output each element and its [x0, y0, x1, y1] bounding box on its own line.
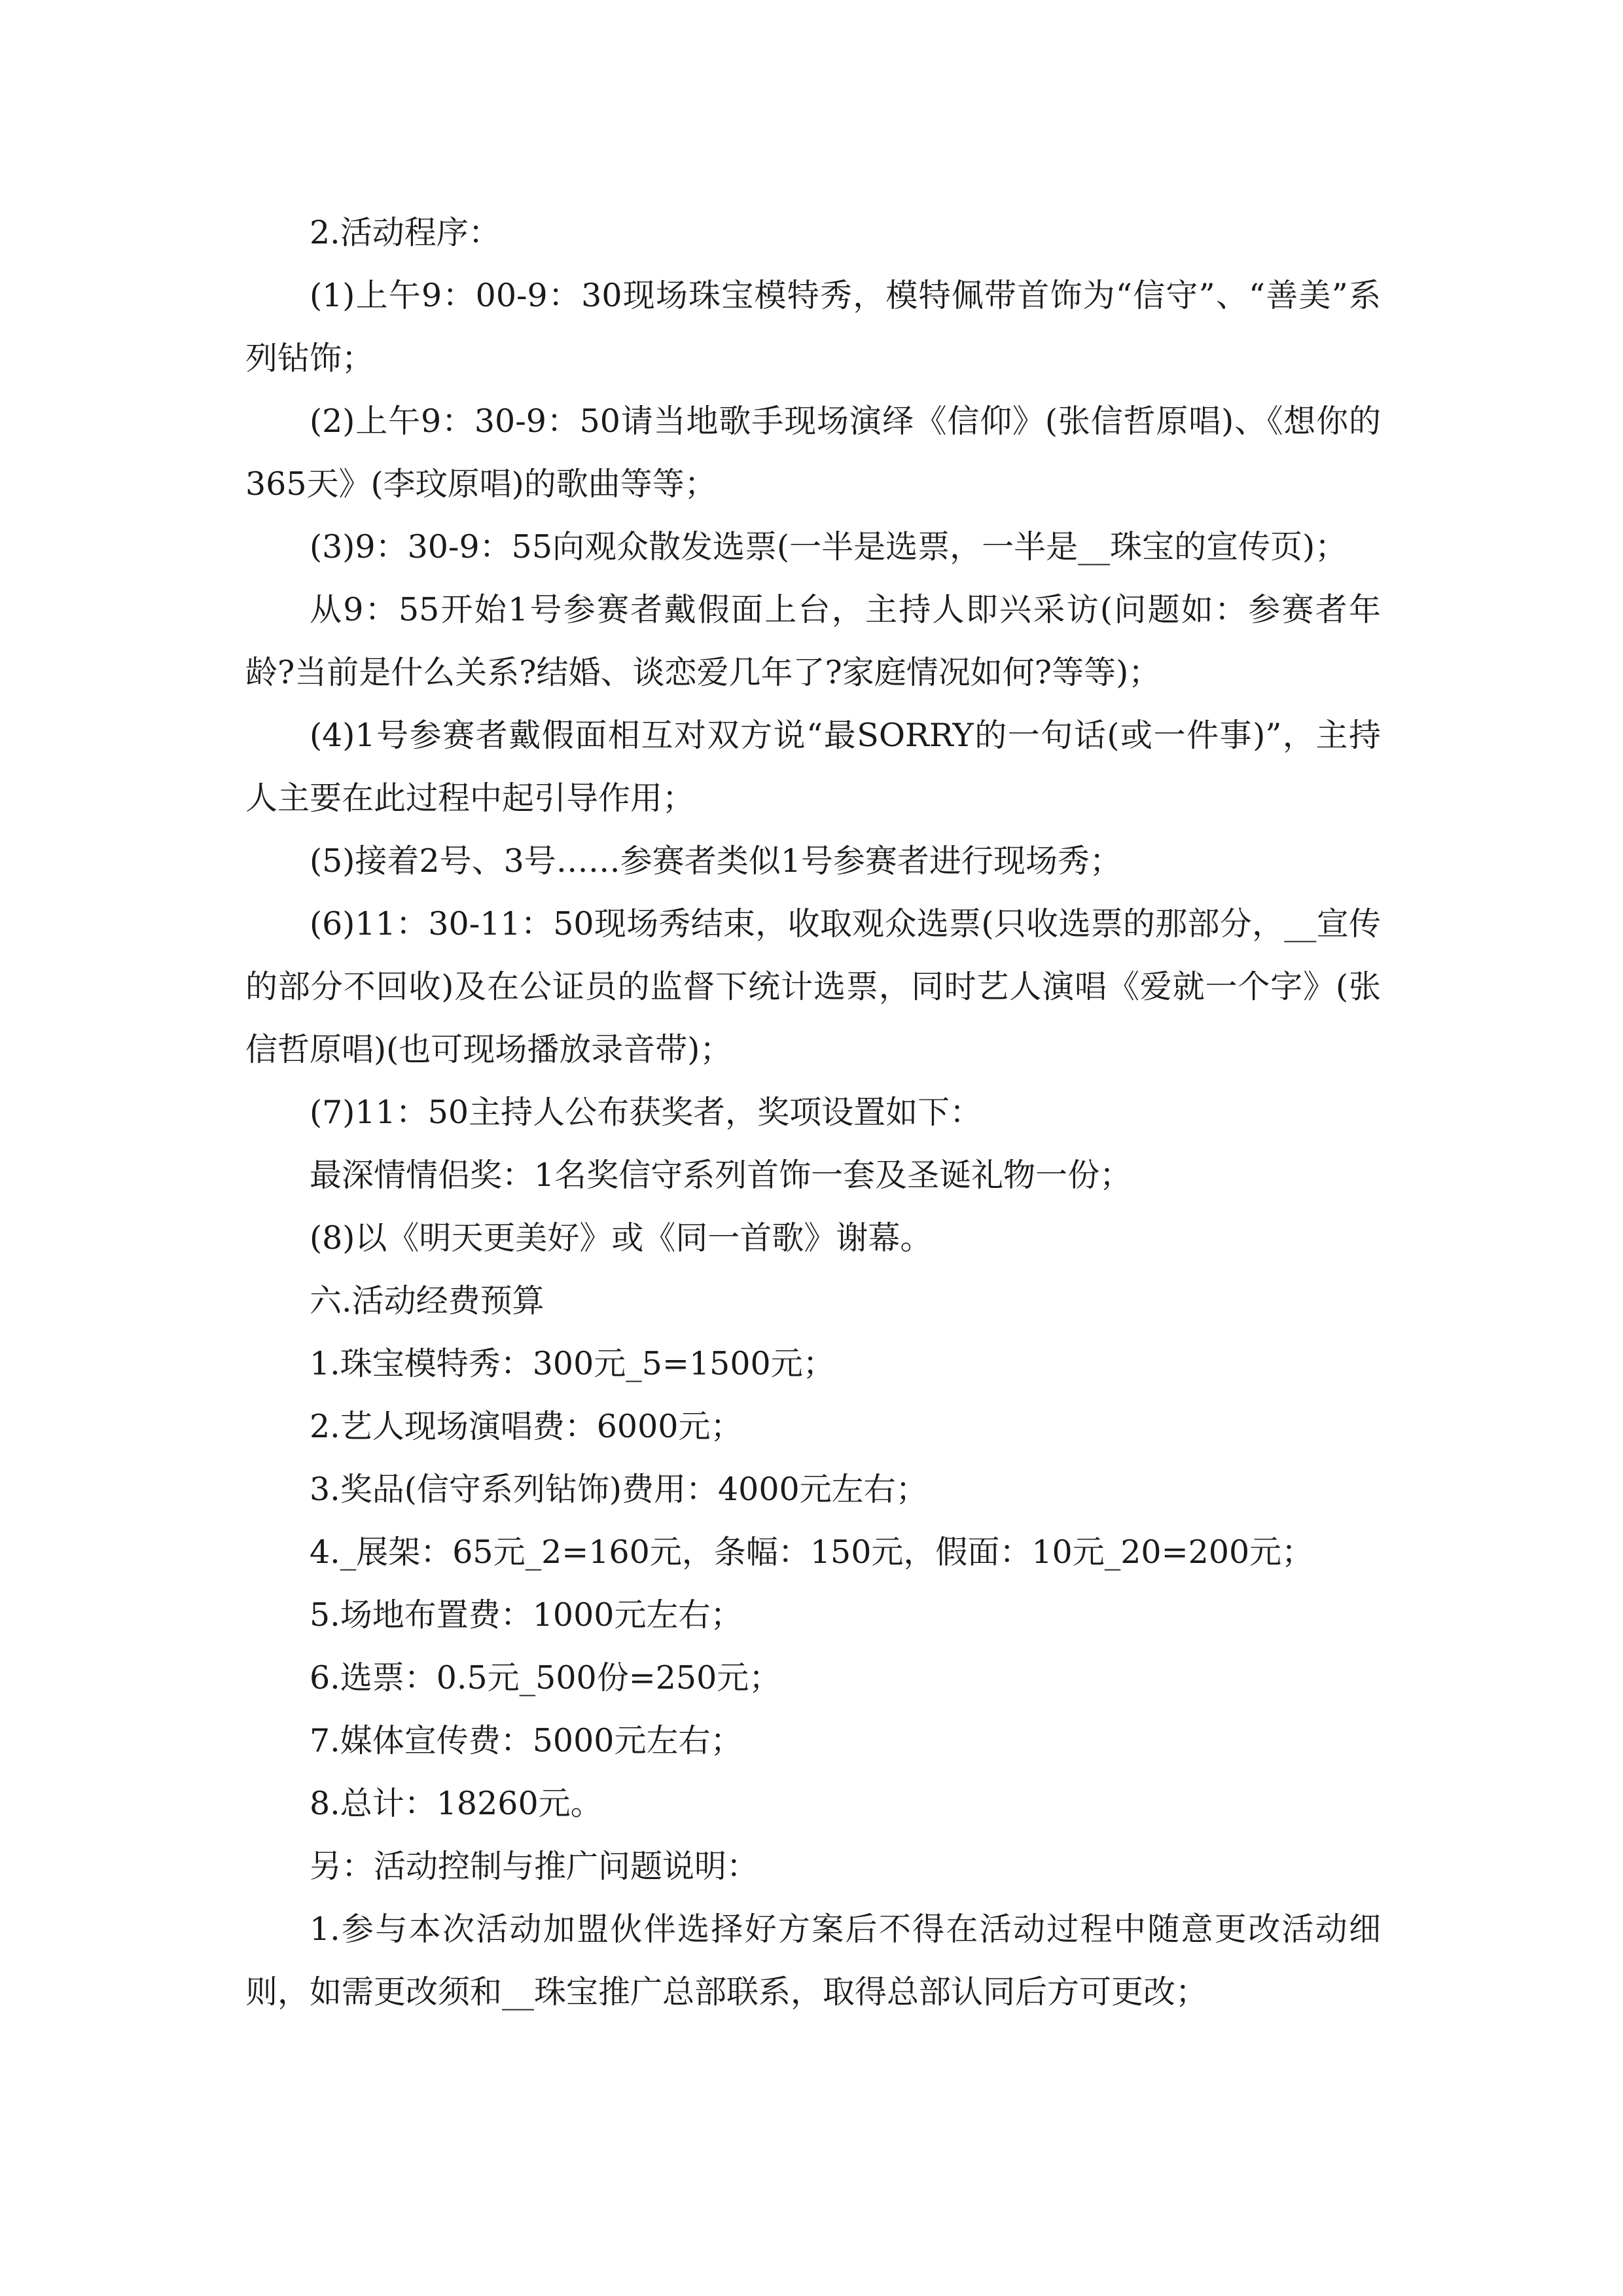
budget-item-5: 5.场地布置费：1000元左右； — [310, 1596, 743, 1634]
procedure-step-4: (4)1号参赛者戴假面相互对双方说“最SORRY的一句话(或一件事)”，主持人主要在此过程中起引导作用； — [245, 717, 1381, 817]
procedure-interview: 从9：55开始1号参赛者戴假面上台，主持人即兴采访(问题如：参赛者年龄?当前是什么关系?结婚、谈恋爱几年了?家庭情况如何?等等)； — [245, 591, 1381, 691]
budget-item-2: 2.艺人现场演唱费：6000元； — [310, 1408, 743, 1445]
section-heading-control-notes: 另：活动控制与推广问题说明： — [310, 1848, 759, 1885]
procedure-step-7: (7)11：50主持人公布获奖者，奖项设置如下： — [310, 1094, 982, 1131]
budget-item-7: 7.媒体宣传费：5000元左右； — [310, 1722, 743, 1759]
procedure-step-8: (8)以《明天更美好》或《同一首歌》谢幕。 — [310, 1219, 933, 1257]
budget-item-3: 3.奖品(信守系列钻饰)费用：4000元左右； — [310, 1471, 928, 1508]
budget-item-4: 4._展架：65元_2=160元，条幅：150元，假面：10元_20=200元； — [310, 1534, 1314, 1571]
section-heading-activity-procedure: 2.活动程序： — [310, 214, 501, 251]
award-description: 最深情情侣奖：1名奖信守系列首饰一套及圣诞礼物一份； — [310, 1157, 1132, 1194]
procedure-step-5: (5)接着2号、3号……参赛者类似1号参赛者进行现场秀； — [310, 842, 1122, 880]
budget-item-1: 1.珠宝模特秀：300元_5=1500元； — [310, 1345, 835, 1382]
document-body — [245, 202, 1381, 2024]
control-note-1: 1.参与本次活动加盟伙伴选择好方案后不得在活动过程中随意更改活动细则，如需更改须和__珠宝推广总部联系，取得总部认同后方可更改； — [245, 1910, 1381, 2011]
section-heading-budget: 六.活动经费预算 — [310, 1282, 544, 1319]
procedure-step-3: (3)9：30-9：55向观众散发选票(一半是选票，一半是__珠宝的宣传页)； — [310, 528, 1347, 565]
procedure-step-6: (6)11：30-11：50现场秀结束，收取观众选票(只收选票的那部分，__宣传的部分不回收)及在公证员的监督下统计选票，同时艺人演唱《爱就一个字》(张信哲原唱)(也可现场播放录音带)； — [245, 905, 1381, 1068]
budget-item-6: 6.选票：0.5元_500份=250元； — [310, 1659, 781, 1696]
procedure-step-1: (1)上午9：00-9：30现场珠宝模特秀，模特佩带首饰为“信守”、“善美”系列钻饰； — [245, 277, 1381, 377]
budget-total: 8.总计：18260元。 — [310, 1785, 603, 1822]
procedure-step-2: (2)上午9：30-9：50请当地歌手现场演绎《信仰》(张信哲原唱)、《想你的365天》(李玟原唱)的歌曲等等； — [245, 403, 1381, 503]
